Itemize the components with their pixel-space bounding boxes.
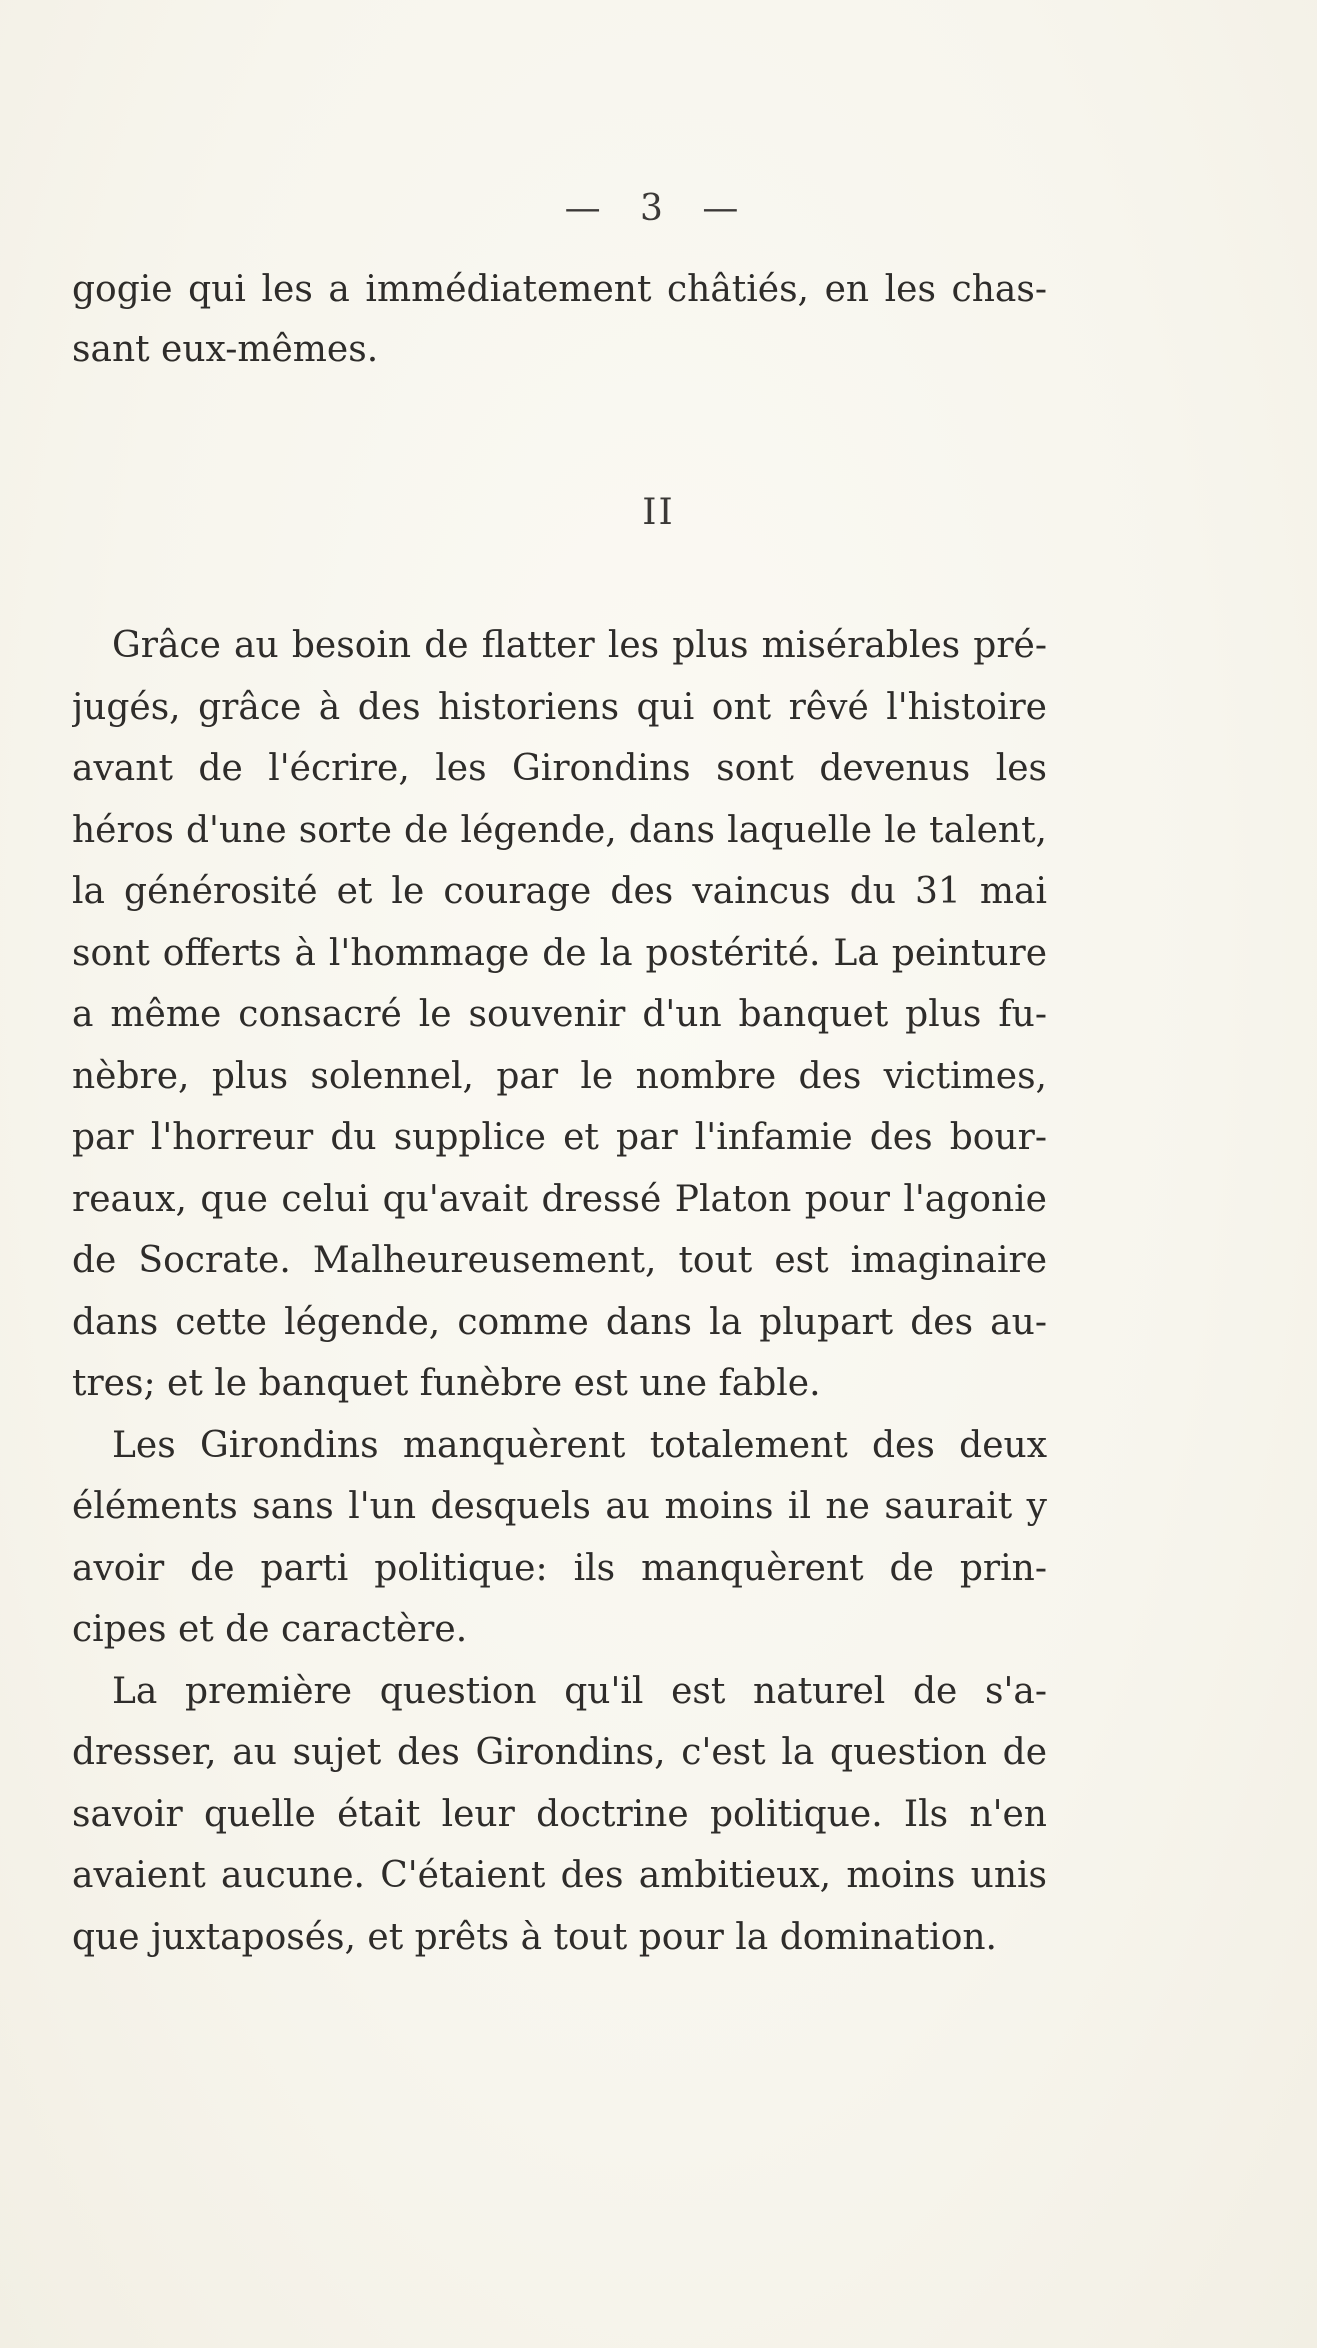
text-line: sant eux-mêmes. bbox=[72, 329, 379, 370]
text-line: de Socrate. Malheureusement, tout est imaginaire bbox=[72, 1240, 1047, 1281]
text-line: cipes et de caractère. bbox=[72, 1609, 468, 1650]
text-line: éléments sans l'un desquels au moins il ne saurait y bbox=[72, 1486, 1047, 1527]
text-line: jugés, grâce à des historiens qui ont rêvé l'histoire bbox=[72, 687, 1047, 728]
text-line: dans cette légende, comme dans la plupart des au- bbox=[72, 1302, 1047, 1343]
text-line: Les Girondins manquèrent totalement des deux bbox=[112, 1425, 1047, 1466]
section-heading: II bbox=[642, 492, 675, 533]
text-line: avoir de parti politique: ils manquèrent de prin- bbox=[72, 1548, 1047, 1589]
text-line: savoir quelle était leur doctrine politique. Ils n'en bbox=[72, 1794, 1047, 1835]
text-line: reaux, que celui qu'avait dressé Platon pour l'agonie bbox=[72, 1179, 1047, 1220]
text-line: la générosité et le courage des vaincus du 31 mai bbox=[72, 871, 1047, 912]
text-line: nèbre, plus solennel, par le nombre des victimes, bbox=[72, 1056, 1047, 1097]
text-line: dresser, au sujet des Girondins, c'est la question de bbox=[72, 1732, 1047, 1773]
page-number: — 3 — bbox=[564, 188, 753, 229]
text-line: tres; et le banquet funèbre est une fable. bbox=[72, 1363, 821, 1404]
text-line: La première question qu'il est naturel de s'a- bbox=[112, 1671, 1047, 1712]
text-line: avaient aucune. C'étaient des ambitieux, moins unis bbox=[72, 1855, 1047, 1896]
text-line: avant de l'écrire, les Girondins sont devenus les bbox=[72, 748, 1047, 789]
text-line: gogie qui les a immédiatement châtiés, en les chas- bbox=[72, 269, 1047, 310]
text-line: Grâce au besoin de flatter les plus misérables pré- bbox=[112, 625, 1047, 666]
text-line: par l'horreur du supplice et par l'infamie des bour- bbox=[72, 1117, 1047, 1158]
text-line: a même consacré le souvenir d'un banquet plus fu- bbox=[72, 994, 1047, 1035]
text-line: que juxtaposés, et prêts à tout pour la domination. bbox=[72, 1917, 997, 1958]
text-line: héros d'une sorte de légende, dans laquelle le talent, bbox=[72, 810, 1047, 851]
text-line: sont offerts à l'hommage de la postérité. La peinture bbox=[72, 933, 1047, 974]
